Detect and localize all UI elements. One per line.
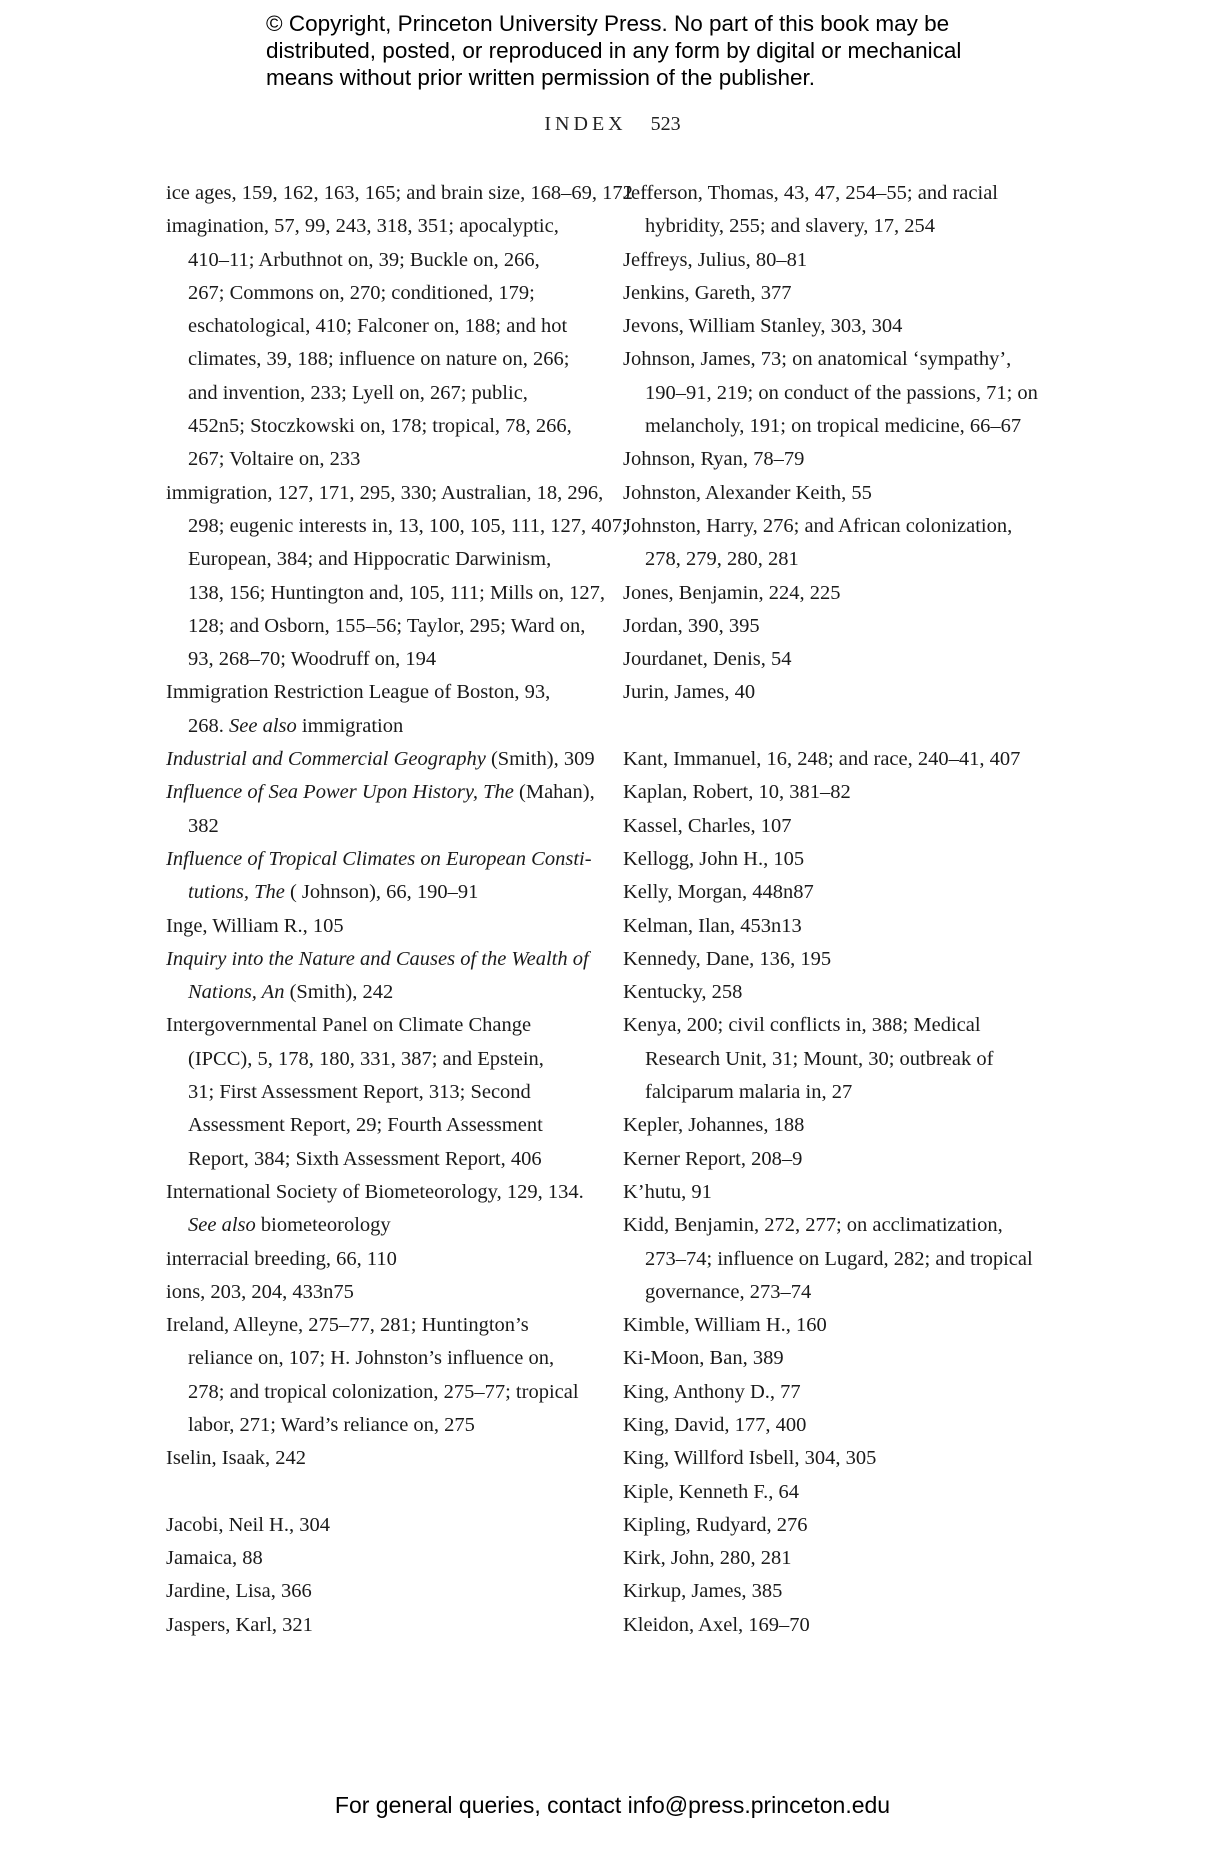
index-entry-line (166, 1109, 586, 1142)
index-entry (623, 577, 1053, 610)
index-entry-line (623, 1009, 1053, 1042)
index-entry-line (166, 1143, 586, 1176)
index-entry-text: Jurin, James, 40 (623, 681, 756, 704)
index-entry-text: hybridity, 255; and slavery, 17, 254 (645, 215, 935, 238)
index-entry (623, 1476, 1053, 1509)
index-entry-text: Johnson, Ryan, 78–79 (623, 448, 805, 471)
index-entry (623, 1376, 1053, 1409)
index-entry-line (166, 710, 586, 743)
index-entry-text: Jones, Benjamin, 224, 225 (623, 581, 841, 604)
index-entry-line (623, 876, 1053, 909)
index-entry-line (166, 610, 586, 643)
index-entry-line (623, 1476, 1053, 1509)
index-entry-line (166, 1209, 586, 1242)
index-entry-text: Assessment Report, 29; Fourth Assessment (188, 1114, 543, 1137)
index-entry-line (623, 1409, 1053, 1442)
index-entry-text: and invention, 233; Lyell on, 267; public, (188, 381, 528, 404)
index-entry (166, 1575, 586, 1608)
index-entry-text: Jefferson, Thomas, 43, 47, 254–55; and racial (623, 182, 998, 204)
index-entry-line (166, 510, 628, 543)
index-entry-text: 267; Voltaire on, 233 (188, 448, 361, 471)
index-entry (623, 1442, 1053, 1475)
index-entry-text: Jamaica, 88 (166, 1547, 263, 1570)
index-entry-line (623, 1109, 1053, 1142)
index-entry-text: Kleidon, Axel, 169–70 (623, 1613, 810, 1636)
index-entry (623, 1109, 1053, 1142)
index-entry-line (623, 510, 1053, 543)
index-entry-line (166, 310, 586, 343)
index-entry (623, 910, 1053, 943)
index-entry-text: (Mahan), (513, 781, 595, 804)
index-entry-line (623, 1043, 1053, 1076)
index-entry-text: biometeorology (255, 1214, 391, 1237)
index-entry-text: ions, 203, 204, 433n75 (166, 1280, 354, 1303)
index-entry-line (623, 843, 1053, 876)
index-entry-title: Influence of Sea Power Upon History, The (166, 781, 514, 804)
index-entry-text: 410–11; Arbuthnot on, 39; Buckle on, 266, (188, 248, 540, 271)
index-entry-line (166, 643, 586, 676)
index-entry (166, 210, 586, 476)
contact-footer: For general queries, contact info@press.princeton.edu (334, 1792, 891, 1818)
index-entry-text: ( Johnson), 66, 190–91 (284, 881, 479, 904)
index-entry-text: King, David, 177, 400 (623, 1413, 807, 1436)
index-entry-text: 268. (188, 714, 229, 737)
index-entry-line (166, 910, 586, 943)
index-entry-line (166, 1376, 586, 1409)
index-entry-text: Johnston, Harry, 276; and African colonization, (623, 514, 1013, 537)
index-entry-text: European, 384; and Hippocratic Darwinism, (188, 548, 552, 571)
index-entry-line (623, 477, 1053, 510)
index-entry-text: interracial breeding, 66, 110 (166, 1247, 397, 1270)
index-entry-text: Johnson, James, 73; on anatomical ‘sympathy’, (623, 348, 1012, 371)
index-entry-line (623, 543, 1053, 576)
index-entry (623, 1176, 1053, 1209)
index-entry-text: eschatological, 410; Falconer on, 188; and hot (188, 315, 568, 338)
index-entry-text: Immigration Restriction League of Boston, 93, (166, 681, 551, 704)
index-entry-text: Ki-Moon, Ban, 389 (623, 1347, 784, 1370)
index-entry-text: Kentucky, 258 (623, 981, 743, 1004)
index-entry-line (166, 577, 606, 610)
index-entry-line (623, 743, 1053, 776)
index-entry-text: Kimble, William H., 160 (623, 1314, 827, 1337)
index-entry-text: immigration (296, 714, 404, 737)
index-entry (166, 1509, 586, 1542)
copyright-notice (266, 10, 1026, 91)
index-entry-line (166, 1176, 586, 1209)
index-entry-text: Kidd, Benjamin, 272, 277; on acclimatization, (623, 1214, 1003, 1237)
index-entry (166, 776, 595, 843)
index-entry-line (166, 1276, 586, 1309)
index-entry-text: Jeffreys, Julius, 80–81 (623, 248, 808, 271)
index-entry (623, 810, 1053, 843)
index-entry-line (166, 876, 586, 909)
index-entry-line (166, 1076, 586, 1109)
index-entry-text: ice ages, 159, 162, 163, 165; and brain size, 168–69, 172 (166, 182, 633, 204)
index-entry-line (623, 943, 1053, 976)
index-entry-line (623, 910, 1053, 943)
index-entry (166, 1309, 586, 1442)
index-entry-text: Jardine, Lisa, 366 (166, 1580, 312, 1603)
index-entry-line (623, 976, 1053, 1009)
index-column-right (623, 177, 1053, 1642)
index-entry-line (166, 1342, 586, 1375)
index-entry-line (166, 210, 586, 243)
index-entry-line (166, 343, 586, 376)
index-entry (623, 1509, 1053, 1542)
index-entry-text: Inge, William R., 105 (166, 914, 344, 937)
index-entry-line (166, 1043, 586, 1076)
index-entry-line (166, 1575, 586, 1608)
index-entry-text: 273–74; influence on Lugard, 282; and tropical (645, 1247, 1033, 1270)
index-entry-title: Inquiry into the Nature and Causes of the Wealth of (166, 947, 589, 970)
index-entry-text: imagination, 57, 99, 243, 318, 351; apocalyptic, (166, 215, 559, 238)
index-entry-text: 298; eugenic interests in, 13, 100, 105, 111, 127, 407; (188, 514, 628, 537)
index-entry-text: (IPCC), 5, 178, 180, 331, 387; and Epstein, (188, 1047, 544, 1070)
index-entry-line (166, 1509, 586, 1542)
index-entry (623, 310, 1053, 343)
index-entry-text: 128; and Osborn, 155–56; Taylor, 295; Ward on, (188, 614, 586, 637)
index-entry-text: Ireland, Alleyne, 275–77, 281; Huntington’s (166, 1314, 529, 1337)
index-entry-title: Industrial and Commercial Geography (166, 748, 486, 771)
index-entry-text: International Society of Biometeorology, 129, 134. (166, 1180, 584, 1203)
index-entry-line (623, 1076, 1053, 1109)
index-entry-line (166, 177, 633, 210)
index-entry-line (623, 1609, 1053, 1642)
index-entry (623, 643, 1053, 676)
copyright-line: distributed, posted, or reproduced in any form by digital or mechanical (266, 38, 962, 63)
index-entry-line (166, 676, 586, 709)
index-entry (166, 177, 633, 210)
index-entry-line (623, 1575, 1053, 1608)
index-entry (623, 610, 1053, 643)
index-entry-text: Kenya, 200; civil conflicts in, 388; Medical (623, 1014, 981, 1037)
index-entry-text: 382 (188, 814, 219, 837)
page-number: 523 (650, 113, 681, 135)
index-entry (166, 1276, 586, 1309)
index-entry-line (623, 1176, 1053, 1209)
index-entry-line (623, 610, 1053, 643)
index-entry-text: Kirk, John, 280, 281 (623, 1547, 792, 1570)
index-entry-text: 190–91, 219; on conduct of the passions, 71; on (645, 381, 1038, 404)
index-entry-line (166, 743, 595, 776)
index-entry-line (623, 310, 1053, 343)
copyright-line: © Copyright, Princeton University Press. No part of this book may be (266, 11, 950, 36)
index-entry-text: Intergovernmental Panel on Climate Change (166, 1014, 532, 1037)
index-entry-line (166, 277, 586, 310)
index-entry-line (166, 543, 586, 576)
index-entry (623, 776, 1053, 809)
index-entry-line (623, 277, 1053, 310)
index-entry-text: 138, 156; Huntington and, 105, 111; Mills on, 127, (188, 581, 606, 604)
index-entry-text: Iselin, Isaak, 242 (166, 1447, 307, 1470)
index-entry-line (623, 1309, 1053, 1342)
index-entry-text: 93, 268–70; Woodruff on, 194 (188, 648, 437, 671)
index-entry-text: climates, 39, 188; influence on nature on, 266; (188, 348, 570, 371)
index-entry-line (166, 1442, 586, 1475)
index-entry-line (623, 776, 1053, 809)
index-entry (623, 976, 1053, 1009)
index-entry (166, 1609, 586, 1642)
index-entry (623, 743, 1053, 776)
index-entry-line (623, 177, 1053, 210)
index-entry-text: 267; Commons on, 270; conditioned, 179; (188, 281, 535, 304)
index-entry (623, 1542, 1053, 1575)
letter-section-gap (166, 1476, 586, 1509)
index-entry (623, 876, 1053, 909)
index-entry-line (623, 443, 1053, 476)
index-entry-text: Kennedy, Dane, 136, 195 (623, 947, 832, 970)
index-entry (623, 1143, 1053, 1176)
index-entry (623, 943, 1053, 976)
index-entry-text: 278, 279, 280, 281 (645, 548, 799, 571)
index-entry-text: Jevons, William Stanley, 303, 304 (623, 315, 903, 338)
index-entry-line (166, 943, 589, 976)
index-entry (623, 177, 1053, 244)
index-entry (623, 277, 1053, 310)
index-entry-text: 278; and tropical colonization, 275–77; tropical (188, 1380, 579, 1403)
index-entry-title: Nations, An (188, 981, 285, 1004)
index-entry-text: Jordan, 390, 395 (623, 614, 760, 637)
index-entry-text: K’hutu, 91 (623, 1180, 712, 1203)
index-entry-line (166, 377, 586, 410)
index-entry-text: Research Unit, 31; Mount, 30; outbreak of (645, 1047, 994, 1070)
index-entry-text: Kaplan, Robert, 10, 381–82 (623, 781, 851, 804)
index-entry-title: See also (229, 714, 297, 737)
index-entry-text: Report, 384; Sixth Assessment Report, 406 (188, 1147, 542, 1170)
index-entry-text: Kellogg, John H., 105 (623, 847, 805, 870)
index-entry-text: labor, 271; Ward’s reliance on, 275 (188, 1413, 475, 1436)
index-entry (623, 1209, 1053, 1309)
index-entry (623, 1342, 1053, 1375)
index-entry (623, 676, 1053, 709)
index-entry (623, 843, 1053, 876)
index-entry-line (623, 1243, 1053, 1276)
index-entry (166, 843, 592, 910)
index-entry (166, 743, 595, 776)
index-entry-line (166, 1309, 586, 1342)
index-entry (623, 1575, 1053, 1608)
index-entry-text: (Smith), 309 (485, 748, 595, 771)
index-entry-text: immigration, 127, 171, 295, 330; Australian, 18, 296, (166, 481, 604, 504)
index-entry-text: melancholy, 191; on tropical medicine, 66–67 (645, 415, 1022, 438)
index-entry-line (623, 343, 1053, 376)
index-entry-line (166, 244, 586, 277)
index-entry-line (623, 676, 1053, 709)
index-entry (623, 343, 1053, 443)
index-entry-line (166, 1243, 586, 1276)
index-entry-line (623, 810, 1053, 843)
index-entry-text: Jaspers, Karl, 321 (166, 1613, 313, 1636)
index-entry-line (166, 477, 604, 510)
index-entry-text: (Smith), 242 (284, 981, 394, 1004)
copyright-line: means without prior written permission of the publisher. (266, 65, 816, 90)
index-entry-line (623, 1276, 1053, 1309)
index-entry (623, 1409, 1053, 1442)
running-header (0, 113, 1225, 136)
index-entry-line (166, 810, 586, 843)
index-entry-line (623, 377, 1053, 410)
index-entry-text: reliance on, 107; H. Johnston’s influence on, (188, 1347, 555, 1370)
letter-section-gap (623, 710, 1053, 743)
index-entry-line (623, 210, 1053, 243)
index-entry-text: Kerner Report, 208–9 (623, 1147, 803, 1170)
index-entry-text: falciparum malaria in, 27 (645, 1081, 853, 1104)
index-entry (166, 1542, 586, 1575)
index-entry-line (623, 643, 1053, 676)
index-entry-line (623, 1376, 1053, 1409)
index-entry-text: Kelman, Ilan, 453n13 (623, 914, 802, 937)
index-entry (166, 910, 586, 943)
index-entry (166, 1243, 586, 1276)
index-entry-title: tutions, The (188, 881, 285, 904)
index-entry-text: King, Anthony D., 77 (623, 1380, 801, 1403)
index-entry-line (623, 1509, 1053, 1542)
index-entry-line (166, 1409, 586, 1442)
index-column-left (166, 177, 633, 1642)
index-entry-text: Kepler, Johannes, 188 (623, 1114, 805, 1137)
index-entry (623, 1609, 1053, 1642)
index-entry (166, 943, 589, 1010)
index-entry-text: Kiple, Kenneth F., 64 (623, 1480, 800, 1503)
section-label: INDEX (544, 113, 627, 135)
index-entry-line (166, 443, 586, 476)
index-entry-title: See also (188, 1214, 256, 1237)
index-entry-line (623, 1542, 1053, 1575)
index-entry-line (166, 976, 586, 1009)
index-entry-text: Kant, Immanuel, 16, 248; and race, 240–41, 407 (623, 748, 1021, 771)
index-entry (166, 1009, 586, 1175)
index-entry (623, 443, 1053, 476)
index-entry (623, 1309, 1053, 1342)
index-entry-line (166, 1009, 586, 1042)
index-entry (623, 510, 1053, 577)
index-entry-text: Johnston, Alexander Keith, 55 (623, 481, 872, 504)
index-entry (623, 477, 1053, 510)
index-entry-text: 31; First Assessment Report, 313; Second (188, 1081, 531, 1104)
index-entry-line (166, 410, 586, 443)
index-entry (166, 676, 586, 743)
index-entry (166, 477, 628, 677)
index-entry-line (623, 244, 1053, 277)
index-entry-text: 452n5; Stoczkowski on, 178; tropical, 78, 266, (188, 415, 572, 438)
index-entry-line (166, 1542, 586, 1575)
index-entry-line (623, 410, 1053, 443)
index-entry-text: governance, 273–74 (645, 1280, 812, 1303)
index-entry (166, 1176, 586, 1243)
index-entry (166, 1442, 586, 1475)
index-entry-line (623, 1442, 1053, 1475)
index-entry-line (623, 577, 1053, 610)
index-entry-text: Kassel, Charles, 107 (623, 814, 792, 837)
index-entry-line (623, 1143, 1053, 1176)
index-entry-line (166, 1609, 586, 1642)
index-entry-text: Jacobi, Neil H., 304 (166, 1513, 330, 1536)
index-entry-text: Jenkins, Gareth, 377 (623, 281, 792, 304)
index-entry (623, 244, 1053, 277)
index-entry (623, 1009, 1053, 1109)
index-entry-line (166, 843, 592, 876)
index-entry-line (623, 1209, 1053, 1242)
index-entry-text: King, Willford Isbell, 304, 305 (623, 1447, 877, 1470)
index-entry-text: Kirkup, James, 385 (623, 1580, 783, 1603)
index-entry-line (623, 1342, 1053, 1375)
index-entry-text: Kelly, Morgan, 448n87 (623, 881, 814, 904)
index-entry-title: Influence of Tropical Climates on European Consti- (166, 847, 592, 870)
index-entry-text: Kipling, Rudyard, 276 (623, 1513, 808, 1536)
index-entry-line (166, 776, 595, 809)
index-entry-text: Jourdanet, Denis, 54 (623, 648, 792, 671)
